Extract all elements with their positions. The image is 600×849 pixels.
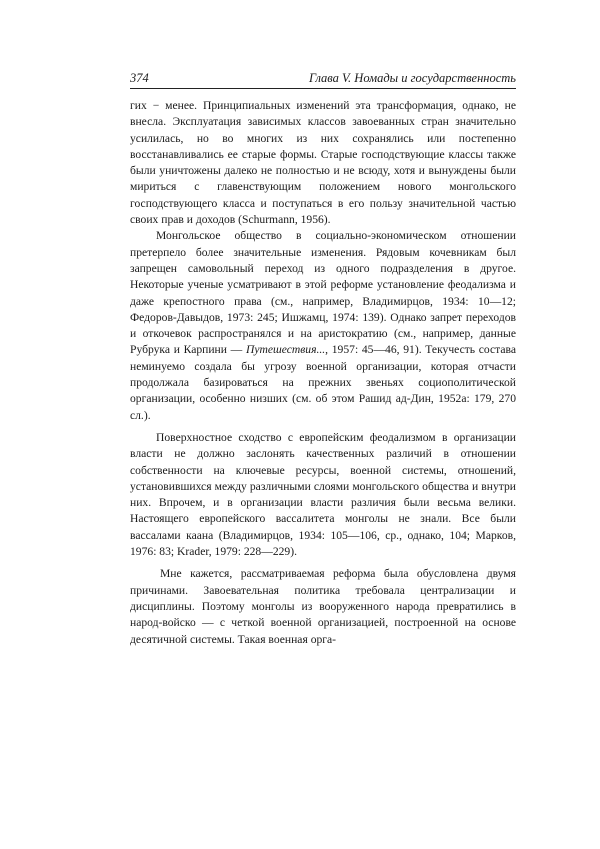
page-number: 374	[130, 71, 149, 85]
paragraph-4: Мне кажется, рассматриваемая реформа была обусловлена двумя причинами. Завоевательная политика требовала централизации и дисциплины. Поэтому монголы из вооруженного народа превратились в народ-войско — с четкой военной организацией, построенной на основе десятичной системы. Такая военная орга-	[130, 567, 516, 646]
paragraph-2-italic-title: Путешествия...	[245, 343, 326, 357]
body-text	[130, 98, 516, 648]
paragraph-2	[130, 228, 516, 424]
paragraph-2-part-b: , 1957: 45—46, 91). Текучесть состава неминуемо создала бы угрозу военной организации, которая отчасти продолжала базироваться на прежних звеньях социополитической организации, особенно низших (см. об этом Рашид ад-Дин, 1952а: 179, 270 сл.).	[130, 343, 516, 422]
paragraph-1: гих − менее. Принципиальных изменений эта трансформация, однако, не внесла. Эксплуатация зависимых классов завоеванных стран значительно усилилась, но во многих из них сохранялись или постепенно восстанавливались ее старые формы. Старые господствующие классы также были уничтожены далеко не полностью и не всюду, хотя и вынуждены были мириться с главенствующим положением нового монгольского господствующего класса и поступаться в его пользу значительной частью своих прав и доходов (Schurmann, 1956).	[130, 99, 516, 227]
paragraph-2-part-a: Монгольское общество в социально-экономическом отношении претерпело более значительные изменения. Рядовым кочевникам был запрещен самовольный переход из одного подразделения в другое. Некоторые ученые усматривают в этой реформе установление феодализма и даже крепостного права (см., например, Владимирцов, 1934: 10—12; Федоров-Давыдов, 1973: 245; Ишжамц, 1974: 139). Однако запрет переходов и откочевок распространялся и на аристократию (см., например, данные Рубрука и Карпини —	[130, 229, 516, 357]
header-rule	[130, 88, 516, 89]
running-header	[130, 70, 516, 86]
paragraph-3: Поверхностное сходство с европейским феодализмом в организации власти не должно заслонять качественных различий в отношении собственности на ключевые ресурсы, военной системы, отношений, установившихся между различными слоями монгольского общества и внутри них. Впрочем, и в организации власти различия были весьма велики. Настоящего европейского вассалитета монголы не знали. Все были вассалами каана (Владимирцов, 1934: 105—106, ср., однако, 104; Марков, 1976: 83; Krader, 1979: 228—229).	[130, 430, 516, 559]
chapter-title: Глава V. Номады и государственность	[309, 71, 516, 85]
